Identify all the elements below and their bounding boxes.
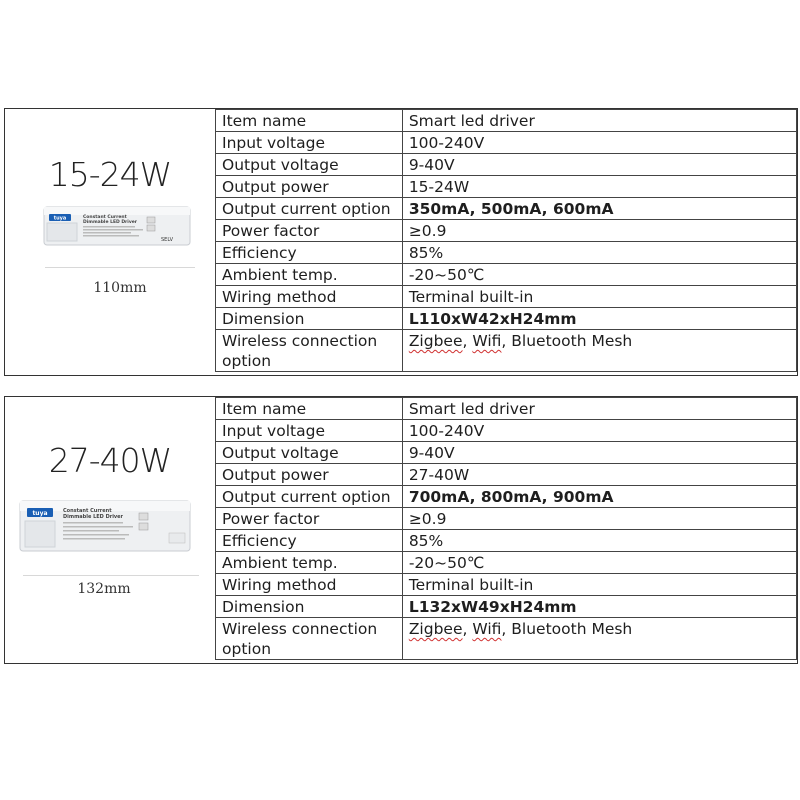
spec-key: Efficiency [216, 242, 403, 264]
spec-key: Input voltage [216, 420, 403, 442]
table-row [216, 330, 797, 372]
spec-value: ≥0.9 [402, 220, 796, 242]
spec-key: Item name [216, 398, 403, 420]
spec-key: Wireless connection option [216, 618, 403, 660]
table-row [216, 420, 797, 442]
table-row [216, 552, 797, 574]
spec-panel-15-24w [4, 108, 798, 376]
spec-key: Dimension [216, 308, 403, 330]
length-label: 132mm [77, 581, 131, 597]
spec-value: Terminal built-in [402, 574, 796, 596]
spec-key: Efficiency [216, 530, 403, 552]
table-row [216, 220, 797, 242]
dimension-line [45, 267, 195, 268]
svg-text:SELV: SELV [161, 237, 173, 243]
spec-value: 700mA, 800mA, 900mA [402, 486, 796, 508]
spec-key: Output current option [216, 486, 403, 508]
table-row [216, 442, 797, 464]
table-row [216, 198, 797, 220]
spec-value: 9-40V [402, 154, 796, 176]
spec-value: 15-24W [402, 176, 796, 198]
svg-text:Dimmable LED Driver: Dimmable LED Driver [83, 220, 138, 225]
table-row [216, 308, 797, 330]
led-driver-image [19, 497, 191, 555]
tuya-logo: tuya [53, 215, 67, 222]
table-row [216, 596, 797, 618]
table-row [216, 618, 797, 660]
spec-value: -20~50℃ [402, 552, 796, 574]
wireless-option-wifi: Wifi [472, 620, 502, 638]
svg-text:Constant Current: Constant Current [63, 508, 112, 514]
product-column [5, 109, 215, 375]
spec-key: Output voltage [216, 154, 403, 176]
spec-value: Terminal built-in [402, 286, 796, 308]
spec-value: L110xW42xH24mm [402, 308, 796, 330]
table-row [216, 486, 797, 508]
spec-key: Output power [216, 176, 403, 198]
spec-key: Power factor [216, 220, 403, 242]
length-label: 110mm [93, 280, 147, 296]
spec-value: 85% [402, 242, 796, 264]
spec-key: Item name [216, 110, 403, 132]
spec-key: Wiring method [216, 286, 403, 308]
wireless-option-rest: , Bluetooth Mesh [501, 620, 633, 638]
table-row [216, 242, 797, 264]
table-row [216, 132, 797, 154]
spec-value: Smart led driver [402, 398, 796, 420]
spec-value: Smart led driver [402, 110, 796, 132]
table-row [216, 154, 797, 176]
spec-key: Wireless connection option [216, 330, 403, 372]
spec-key: Output power [216, 464, 403, 486]
table-row [216, 176, 797, 198]
spec-value: 350mA, 500mA, 600mA [402, 198, 796, 220]
spec-value: Zigbee, Wifi, Bluetooth Mesh [402, 330, 796, 372]
table-row [216, 264, 797, 286]
spec-key: Output voltage [216, 442, 403, 464]
spec-value: 100-240V [402, 132, 796, 154]
wireless-option-wifi: Wifi [472, 332, 502, 350]
power-rating-title: 27-40W [48, 441, 172, 480]
svg-text:Constant Current: Constant Current [83, 215, 127, 220]
table-row [216, 574, 797, 596]
spec-value: L132xW49xH24mm [402, 596, 796, 618]
spec-key: Ambient temp. [216, 552, 403, 574]
table-row [216, 530, 797, 552]
spec-key: Dimension [216, 596, 403, 618]
spec-value: ≥0.9 [402, 508, 796, 530]
spec-table [215, 109, 797, 372]
wireless-option-zigbee: Zigbee [408, 620, 463, 638]
spec-value: Zigbee, Wifi, Bluetooth Mesh [402, 618, 796, 660]
power-rating-title: 15-24W [48, 155, 172, 194]
tuya-logo: tuya [32, 510, 48, 517]
spec-key: Ambient temp. [216, 264, 403, 286]
dimension-line [23, 575, 199, 576]
spec-panel-27-40w [4, 396, 798, 664]
table-row [216, 286, 797, 308]
table-row [216, 508, 797, 530]
led-driver-image [43, 203, 191, 249]
spec-table [215, 397, 797, 660]
spec-key: Output current option [216, 198, 403, 220]
spec-key: Power factor [216, 508, 403, 530]
wireless-option-zigbee: Zigbee [408, 332, 463, 350]
product-column [5, 397, 215, 663]
spec-value: 27-40W [402, 464, 796, 486]
table-row [216, 110, 797, 132]
table-row [216, 398, 797, 420]
svg-text:Dimmable LED Driver: Dimmable LED Driver [63, 514, 124, 520]
spec-value: 100-240V [402, 420, 796, 442]
spec-key: Input voltage [216, 132, 403, 154]
spec-value: -20~50℃ [402, 264, 796, 286]
wireless-option-rest: , Bluetooth Mesh [501, 332, 633, 350]
spec-value: 9-40V [402, 442, 796, 464]
table-row [216, 464, 797, 486]
spec-key: Wiring method [216, 574, 403, 596]
spec-value: 85% [402, 530, 796, 552]
